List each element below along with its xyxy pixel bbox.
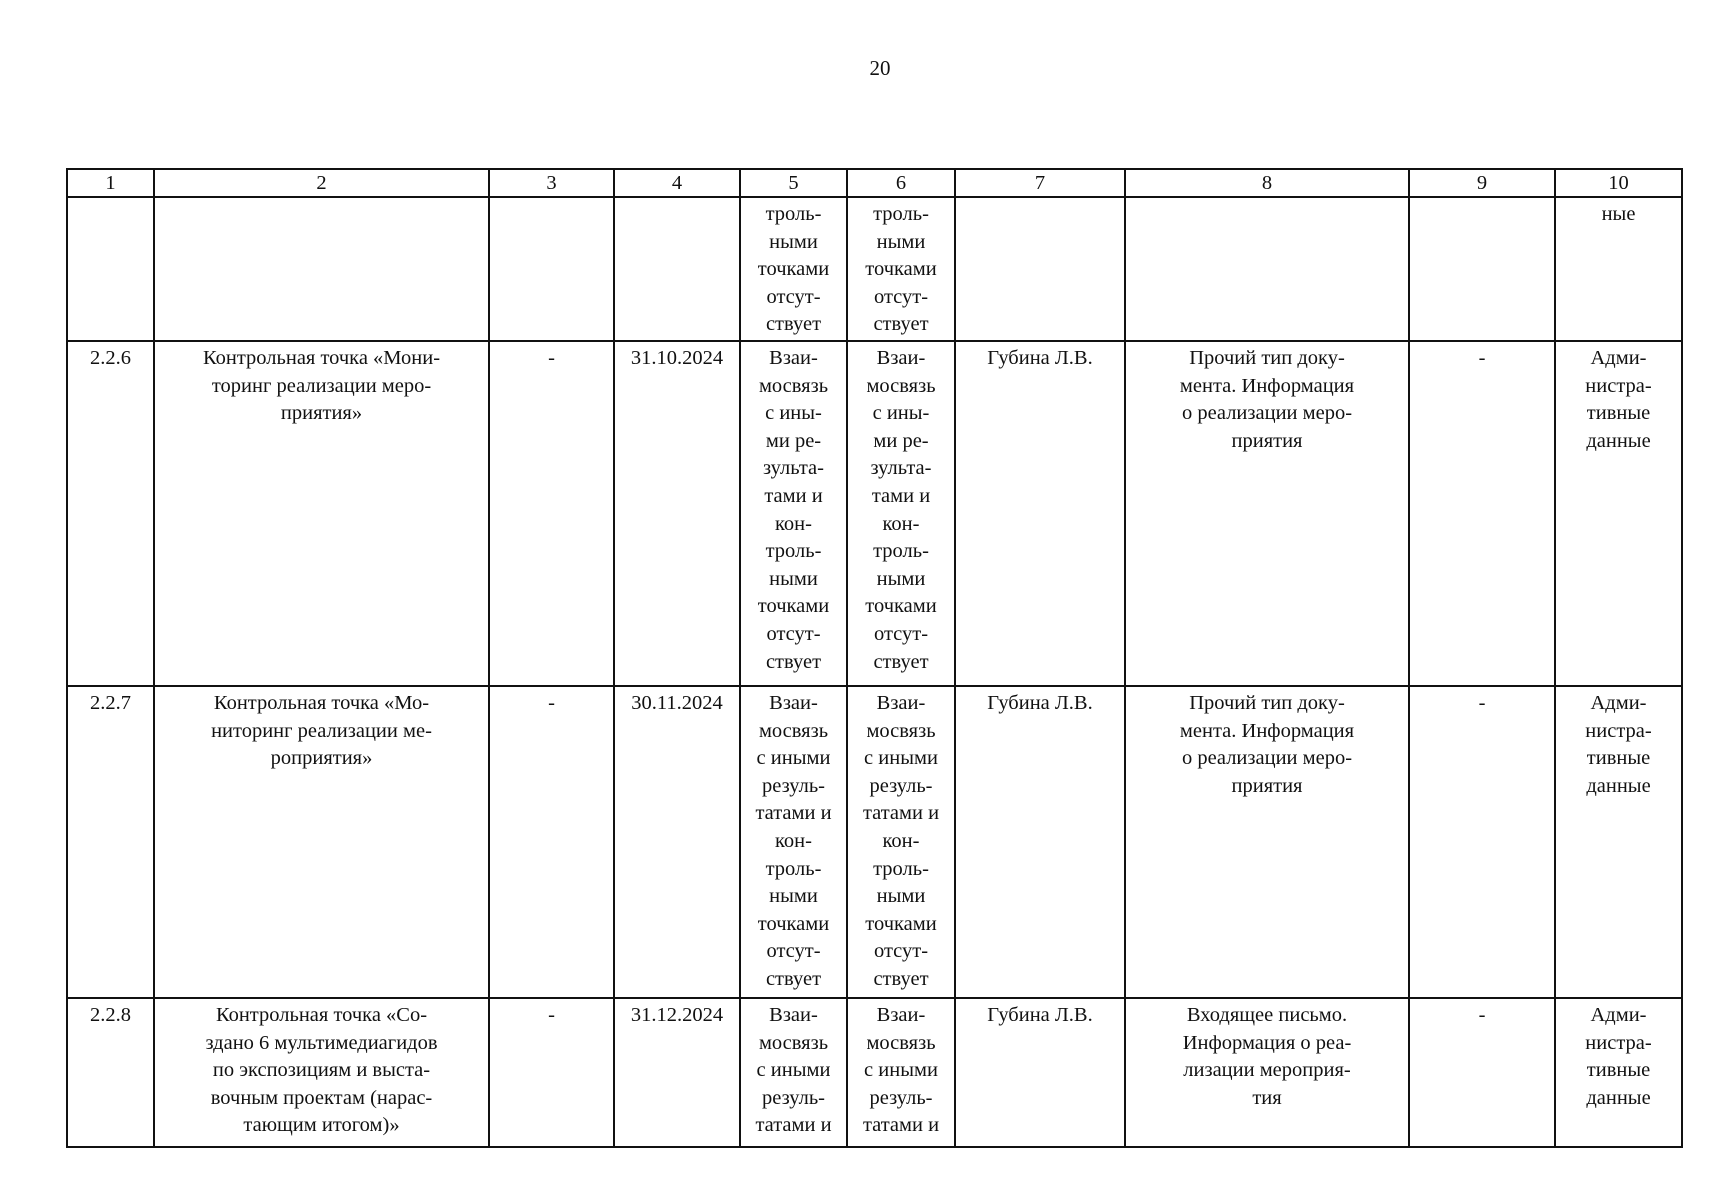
cell-col3: [489, 197, 614, 341]
header-col-7: 7: [955, 169, 1125, 197]
cell-document: Прочий тип доку- мента. Информация о реализации меро- приятия: [1125, 686, 1409, 998]
document-table: [66, 168, 1683, 1148]
header-col-4: 4: [614, 169, 740, 197]
header-col-2: 2: [154, 169, 489, 197]
cell-col9: [1409, 197, 1555, 341]
cell-date: 31.10.2024: [614, 341, 740, 686]
table-row: [67, 341, 1682, 686]
cell-col9: -: [1409, 686, 1555, 998]
cell-number: 2.2.7: [67, 686, 154, 998]
header-col-10: 10: [1555, 169, 1682, 197]
table-header: [67, 169, 1682, 197]
cell-col5: троль- ными точками отсут- ствует: [740, 197, 847, 341]
cell-col5: Взаи- мосвязь с иными резуль- татами и: [740, 998, 847, 1147]
header-col-8: 8: [1125, 169, 1409, 197]
cell-col6: Взаи- мосвязь с иными резуль- татами и: [847, 998, 955, 1147]
cell-responsible: [955, 197, 1125, 341]
cell-name: Контрольная точка «Мони- торинг реализации меро- приятия»: [154, 341, 489, 686]
cell-responsible: Губина Л.В.: [955, 341, 1125, 686]
cell-col3: -: [489, 686, 614, 998]
table-row: [67, 998, 1682, 1147]
header-col-6: 6: [847, 169, 955, 197]
table-row: [67, 686, 1682, 998]
cell-date: 30.11.2024: [614, 686, 740, 998]
cell-col3: -: [489, 341, 614, 686]
table-row-continuation: [67, 197, 1682, 341]
cell-number: 2.2.8: [67, 998, 154, 1147]
cell-col5: Взаи- мосвязь с ины- ми ре- зульта- тами и кон- троль- ными точками отсут- ствует: [740, 341, 847, 686]
cell-col5: Взаи- мосвязь с иными резуль- татами и кон- троль- ными точками отсут- ствует: [740, 686, 847, 998]
cell-col6: Взаи- мосвязь с ины- ми ре- зульта- тами и кон- троль- ными точками отсут- ствует: [847, 341, 955, 686]
cell-name: [154, 197, 489, 341]
cell-name: Контрольная точка «Мо- ниторинг реализации ме- роприятия»: [154, 686, 489, 998]
page-number: 20: [869, 56, 891, 80]
table-body: [67, 197, 1682, 1147]
cell-responsible: Губина Л.В.: [955, 686, 1125, 998]
cell-source: Адми- нистра- тивные данные: [1555, 998, 1682, 1147]
header-col-3: 3: [489, 169, 614, 197]
cell-number: 2.2.6: [67, 341, 154, 686]
cell-document: [1125, 197, 1409, 341]
header-col-1: 1: [67, 169, 154, 197]
cell-document: Прочий тип доку- мента. Информация о реализации меро- приятия: [1125, 341, 1409, 686]
cell-source: ные: [1555, 197, 1682, 341]
cell-date: 31.12.2024: [614, 998, 740, 1147]
cell-col6: Взаи- мосвязь с иными резуль- татами и кон- троль- ными точками отсут- ствует: [847, 686, 955, 998]
cell-source: Адми- нистра- тивные данные: [1555, 686, 1682, 998]
cell-name: Контрольная точка «Со- здано 6 мультимедиагидов по экспозициям и выста- вочным проектам (нарас- тающим итогом)»: [154, 998, 489, 1147]
header-row: [67, 169, 1682, 197]
cell-date: [614, 197, 740, 341]
cell-col3: -: [489, 998, 614, 1147]
cell-responsible: Губина Л.В.: [955, 998, 1125, 1147]
cell-source: Адми- нистра- тивные данные: [1555, 341, 1682, 686]
header-col-5: 5: [740, 169, 847, 197]
cell-col6: троль- ными точками отсут- ствует: [847, 197, 955, 341]
cell-col9: -: [1409, 341, 1555, 686]
cell-number: [67, 197, 154, 341]
cell-document: Входящее письмо. Информация о реа- лизации мероприя- тия: [1125, 998, 1409, 1147]
header-col-9: 9: [1409, 169, 1555, 197]
cell-col9: -: [1409, 998, 1555, 1147]
